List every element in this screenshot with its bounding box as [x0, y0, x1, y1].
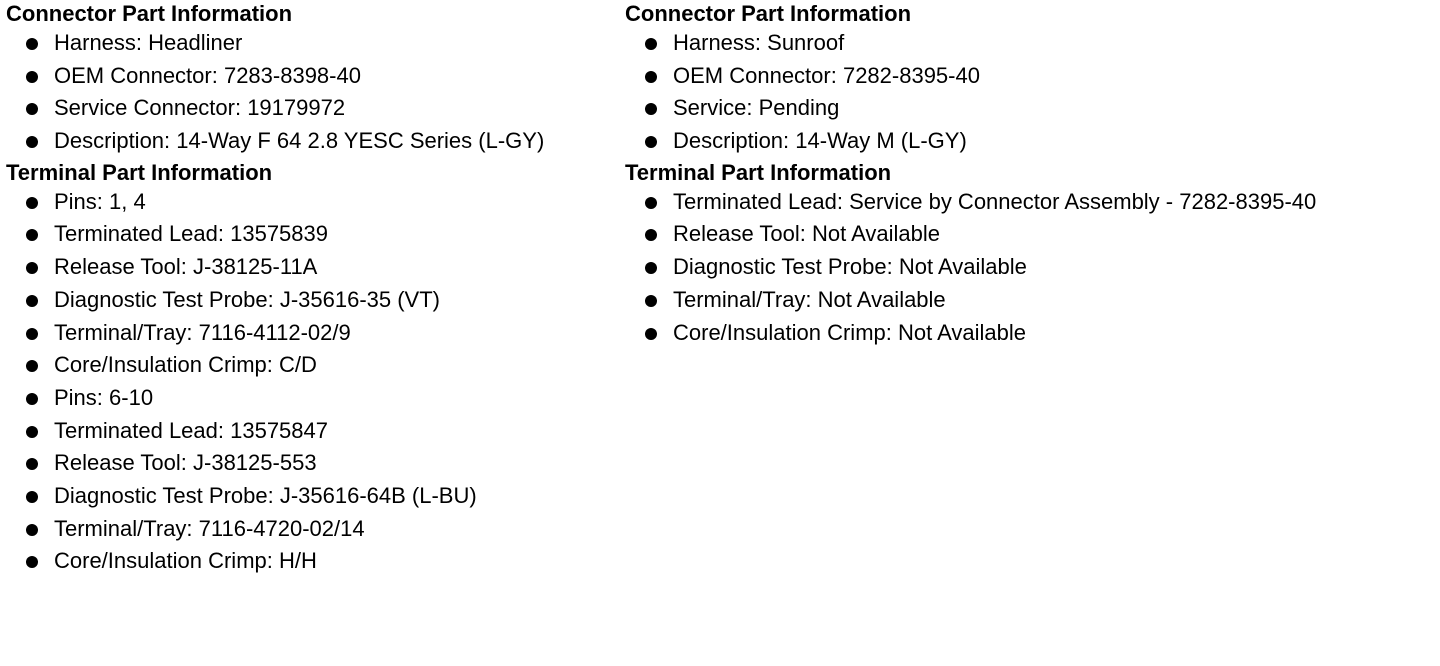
bullet-icon	[26, 71, 38, 83]
left-column	[6, 0, 616, 578]
bullet-icon	[26, 295, 38, 307]
list-item-text: Pins: 1, 4	[54, 188, 146, 214]
list-item	[625, 218, 1425, 251]
bullet-icon	[26, 328, 38, 340]
list-item-text: Pins: 6-10	[54, 384, 154, 410]
list-item	[625, 251, 1425, 284]
list-item-text: OEM Connector: 7282-8395-40	[673, 62, 980, 88]
list-item-text: Harness: Sunroof	[673, 30, 845, 55]
connector-list-right	[625, 27, 1425, 158]
bullet-icon	[645, 262, 657, 274]
list-item	[6, 349, 616, 382]
bullet-icon	[26, 556, 38, 568]
list-item-text: Release Tool: J-38125-553	[54, 450, 317, 476]
bullet-icon	[645, 136, 657, 148]
bullet-icon	[26, 458, 38, 470]
bullet-icon	[645, 197, 657, 209]
list-item	[6, 284, 616, 317]
list-item	[6, 545, 616, 578]
list-item-text: Release Tool: J-38125-11A	[54, 254, 318, 280]
bullet-icon	[26, 262, 38, 274]
bullet-icon	[26, 393, 38, 405]
terminal-heading-right: Terminal Part Information	[625, 159, 892, 185]
bullet-icon	[26, 136, 38, 148]
list-item-text: Terminated Lead: 13575839	[54, 221, 328, 247]
list-item	[6, 513, 616, 546]
list-item	[625, 92, 1425, 125]
list-item	[6, 27, 616, 60]
terminal-list-left-1	[6, 186, 616, 382]
list-item	[6, 480, 616, 513]
bullet-icon	[26, 197, 38, 209]
connector-heading-right: Connector Part Information	[625, 1, 912, 26]
connector-list-left	[6, 27, 616, 158]
list-item	[6, 317, 616, 350]
list-item	[6, 251, 616, 284]
list-item	[6, 125, 616, 158]
list-item-text: Terminal/Tray: 7116-4112-02/9	[54, 319, 351, 345]
list-item	[625, 186, 1425, 219]
list-item-text: Terminal/Tray: 7116-4720-02/14	[54, 515, 365, 541]
list-item-text: Diagnostic Test Probe: J-35616-35 (VT)	[54, 286, 440, 312]
bullet-icon	[645, 328, 657, 340]
terminal-heading-left: Terminal Part Information	[6, 159, 273, 185]
list-item-text: Harness: Headliner	[54, 30, 243, 55]
list-item	[625, 284, 1425, 317]
bullet-icon	[645, 295, 657, 307]
terminal-list-right-1	[625, 186, 1425, 349]
bullet-icon	[645, 38, 657, 50]
connector-heading-left: Connector Part Information	[6, 1, 293, 26]
list-item	[625, 125, 1425, 158]
list-item	[6, 415, 616, 448]
list-item-text: Diagnostic Test Probe: Not Available	[673, 254, 1027, 280]
list-item-text: Core/Insulation Crimp: H/H	[54, 548, 317, 574]
list-item	[6, 60, 616, 93]
list-item	[6, 92, 616, 125]
bullet-icon	[26, 38, 38, 50]
bullet-icon	[26, 524, 38, 536]
bullet-icon	[26, 426, 38, 438]
list-item-text: Core/Insulation Crimp: C/D	[54, 352, 317, 378]
list-item	[625, 60, 1425, 93]
bullet-icon	[26, 103, 38, 115]
terminal-list-left-2	[6, 382, 616, 578]
list-item	[625, 27, 1425, 60]
list-item-text: Service Connector: 19179972	[54, 95, 346, 121]
list-item-text: Description: 14-Way F 64 2.8 YESC Series (L-GY)	[54, 128, 545, 154]
list-item	[6, 186, 616, 219]
list-item-text: OEM Connector: 7283-8398-40	[54, 62, 361, 88]
list-item-text: Core/Insulation Crimp: Not Available	[673, 319, 1026, 345]
list-item	[6, 218, 616, 251]
list-item-text: Terminated Lead: 13575847	[54, 417, 328, 443]
bullet-icon	[645, 71, 657, 83]
list-item-text: Release Tool: Not Available	[673, 221, 941, 247]
list-item	[6, 382, 616, 415]
bullet-icon	[645, 229, 657, 241]
list-item-text: Diagnostic Test Probe: J-35616-64B (L-BU)	[54, 482, 477, 508]
list-item-text: Terminal/Tray: Not Available	[673, 286, 946, 312]
list-item	[6, 447, 616, 480]
bullet-icon	[26, 360, 38, 372]
bullet-icon	[645, 103, 657, 115]
bullet-icon	[26, 229, 38, 241]
list-item-text: Description: 14-Way M (L-GY)	[673, 128, 967, 154]
bullet-icon	[26, 491, 38, 503]
list-item	[625, 317, 1425, 350]
right-column	[625, 0, 1425, 349]
list-item-text: Service: Pending	[673, 95, 840, 121]
list-item-text: Terminated Lead: Service by Connector Assembly - 7282-8395-40	[673, 188, 1317, 214]
